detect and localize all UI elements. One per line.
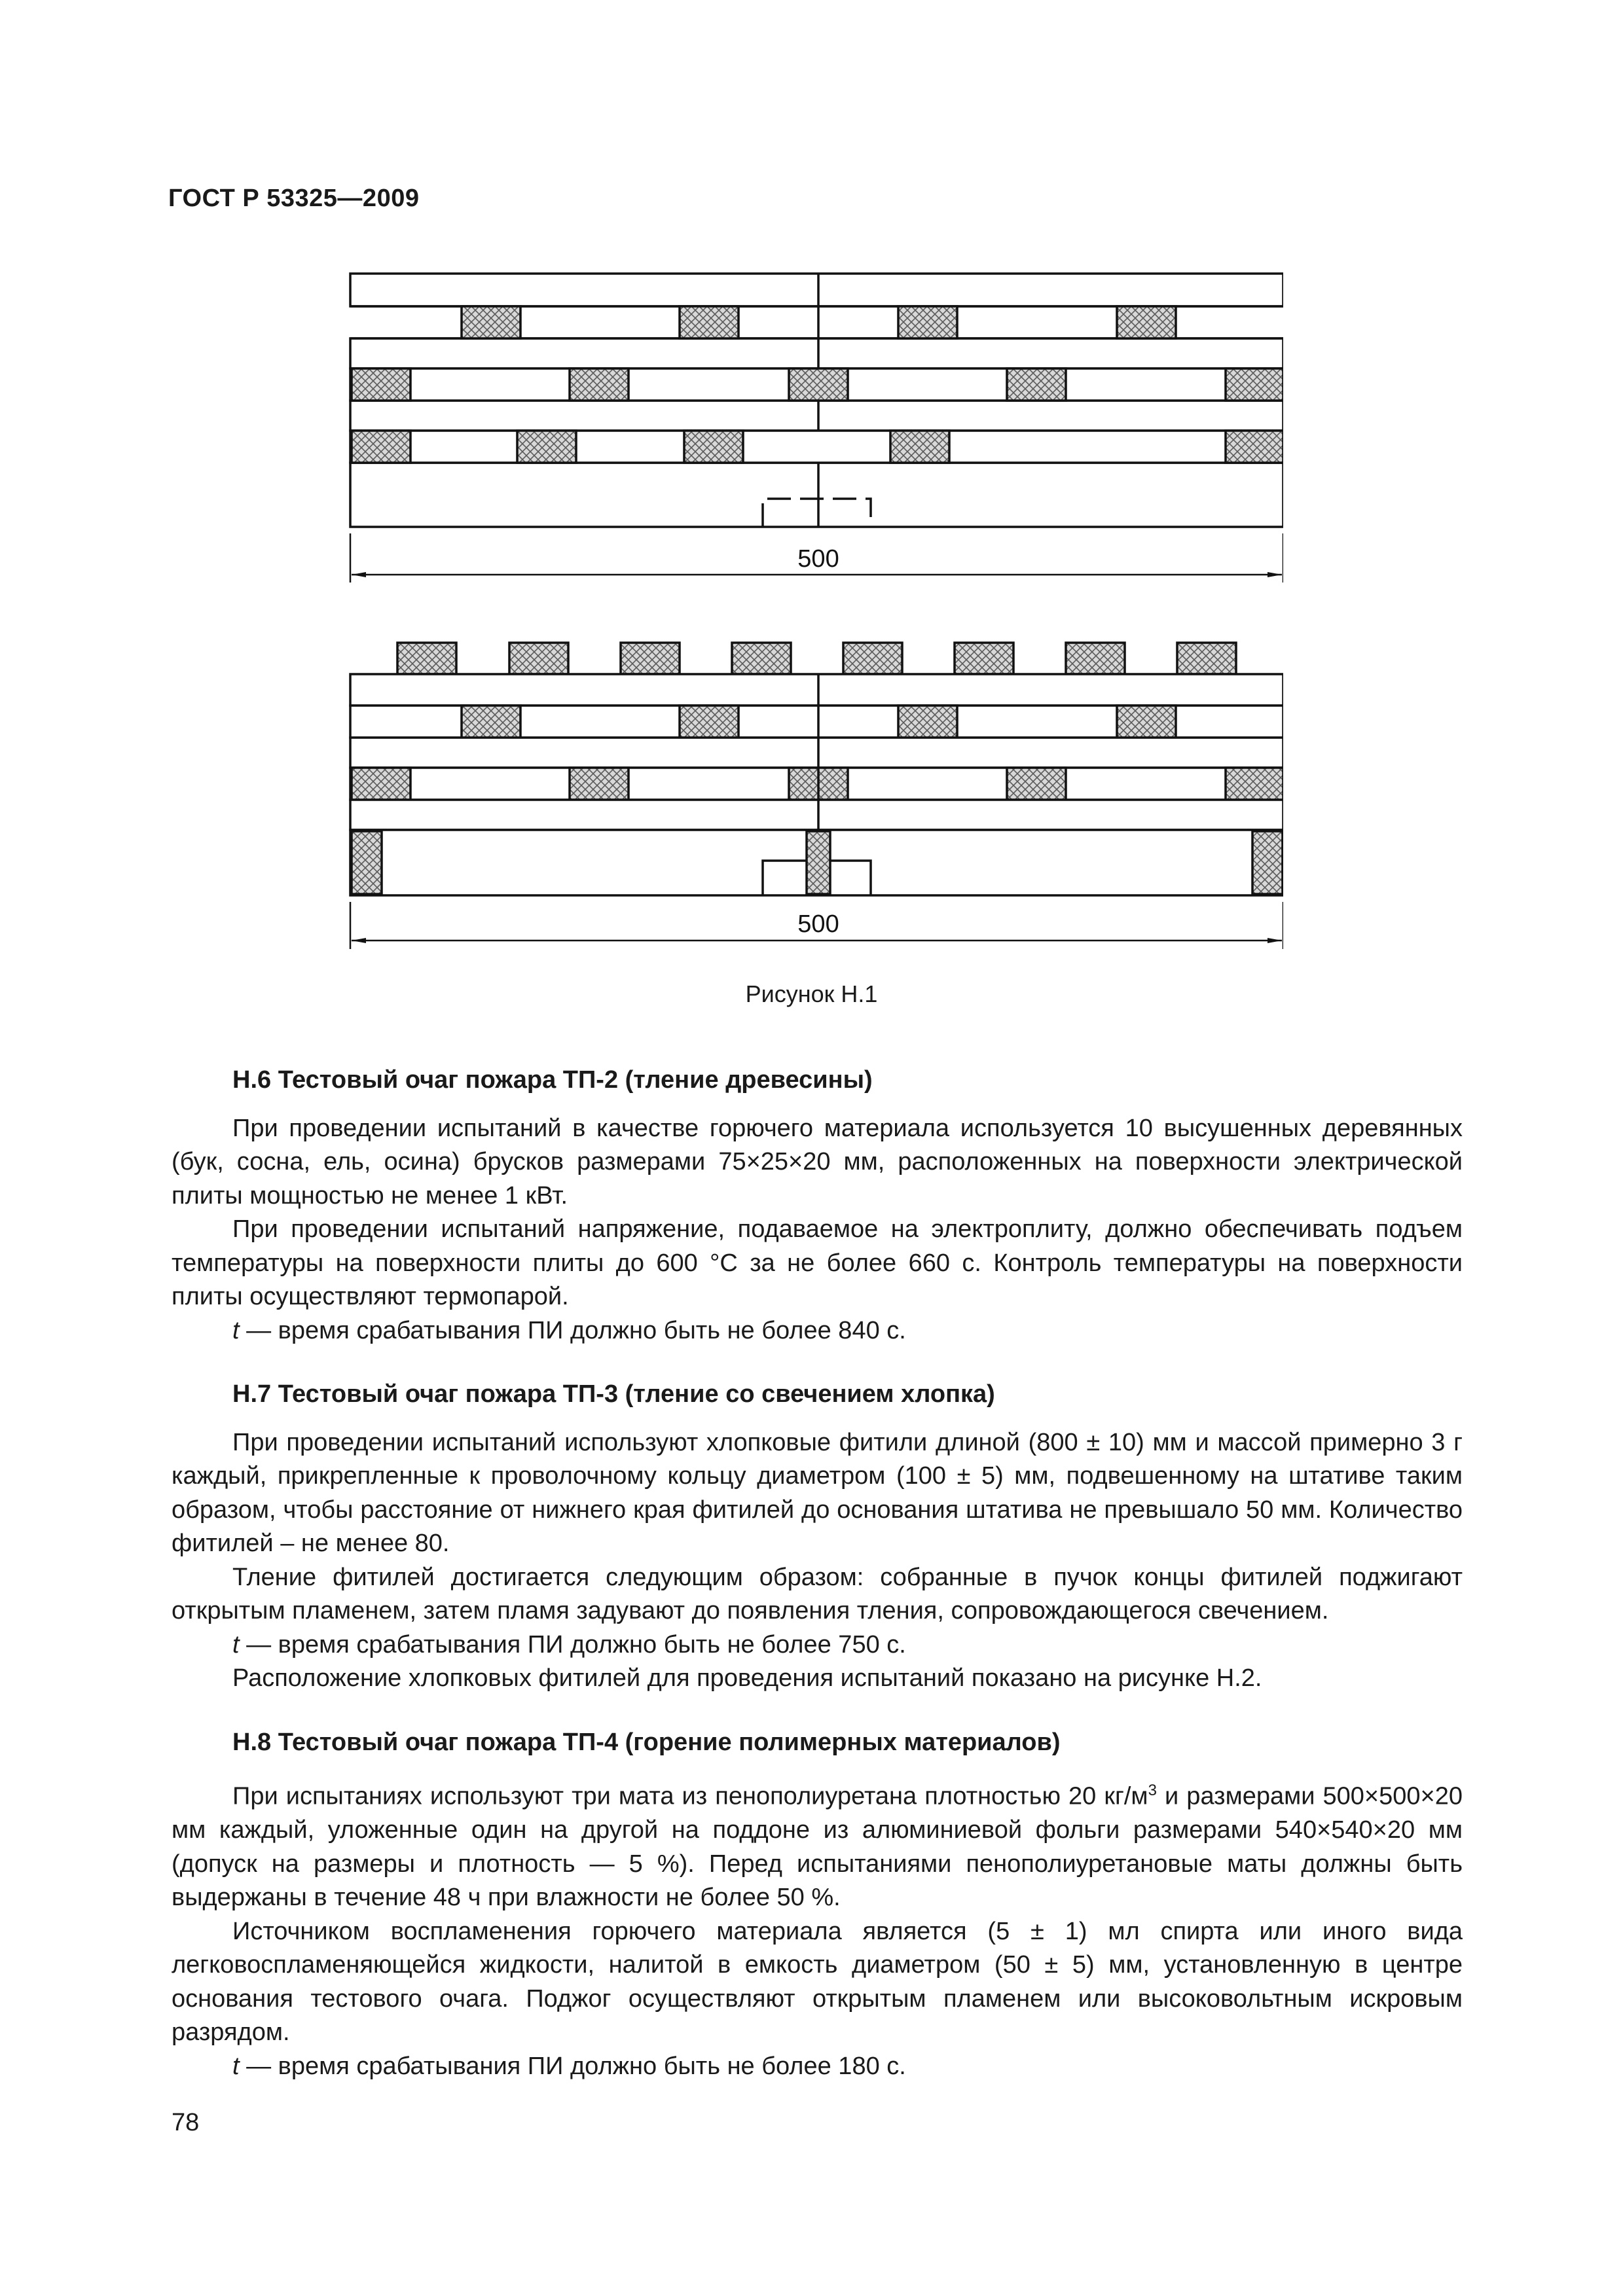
page-number: 78	[172, 2109, 200, 2136]
time-requirement	[172, 2050, 1463, 2084]
paragraph-text: При испытаниях используют три мата из пенополиуретана плотностью 20 кг/м	[232, 1782, 1148, 1810]
time-requirement	[172, 1314, 1463, 1348]
time-requirement	[172, 1628, 1463, 1662]
paragraph: Тление фитилей достигается следующим образом: собранные в пучок концы фитилей поджигают открытым пламенем, затем пламя задувают до появления тления, сопровождающегося свечением.	[172, 1563, 1463, 1624]
time-requirement-text: — время срабатывания ПИ должно быть не более 840 с.	[239, 1316, 906, 1344]
time-symbol: t	[232, 1316, 240, 1344]
top-view-drawing	[350, 274, 1283, 527]
paragraph: Расположение хлопковых фитилей для проведения испытаний показано на рисунке Н.2.	[232, 1664, 1262, 1692]
time-requirement-text: — время срабатывания ПИ должно быть не более 750 с.	[239, 1630, 906, 1659]
figure-caption: Рисунок Н.1	[745, 980, 878, 1007]
time-requirement-text: — время срабатывания ПИ должно быть не более 180 с.	[239, 2052, 906, 2080]
section-title-h8: Н.8 Тестовый очаг пожара ТП-4 (горение полимерных материалов)	[232, 1728, 1061, 1756]
section-title-h6: Н.6 Тестовый очаг пожара ТП-2 (тление древесины)	[232, 1066, 873, 1094]
document-body	[172, 1064, 1463, 2083]
paragraph: Источником воспламенения горючего материала является (5 ± 1) мл спирта или иного вида легковоспламеняющейся жидкости, налитой в емкость диаметром (50 ± 5) мм, установленную в центре основания тестового очага. Поджог осуществляют открытым пламенем или высоковольтным искровым разрядом.	[172, 1917, 1463, 2047]
paragraph	[172, 1774, 1463, 1915]
figure-h1-drawing	[340, 262, 1283, 969]
document-id-header: ГОСТ Р 53325—2009	[168, 185, 420, 212]
bottom-dimension-label: 500	[797, 910, 839, 938]
superscript: 3	[1148, 1782, 1157, 1799]
section-title-h7: Н.7 Тестовый очаг пожара ТП-3 (тление со свечением хлопка)	[232, 1380, 995, 1408]
side-view-drawing	[350, 643, 1283, 895]
paragraph: При проведении испытаний в качестве горючего материала используется 10 высушенных деревянных (бук, сосна, ель, осина) брусков размерами 75×25×20 мм, расположенных на поверхности электрической плиты мощностью не менее 1 кВт.	[172, 1114, 1463, 1210]
top-dimension-label: 500	[797, 545, 839, 573]
paragraph: При проведении испытаний напряжение, подаваемое на электроплиту, должно обеспечивать подъем температуры на поверхности плиты до 600 °С за не более 660 с. Контроль температуры на поверхности плиты осуществляют термопарой.	[172, 1215, 1463, 1310]
paragraph: При проведении испытаний используют хлопковые фитили длиной (800 ± 10) мм и массой примерно 3 г каждый, прикрепленные к проволочному кольцу диаметром (100 ± 5) мм, подвешенному на штативе таким образом, чтобы расстояние от нижнего края фитилей до основания штатива не превышало 50 мм. Количество фитилей – не менее 80.	[172, 1428, 1463, 1557]
paragraph-text: и размерами 500×500×20 мм каждый, уложенные один на другой на поддоне из алюминиевой фольги размерами 540×540×20 мм (допуск на размеры и плотность — 5 %). Перед испытаниями пенополиуретановые маты должны быть выдержаны в течение 48 ч при влажности не более 50 %.	[172, 1782, 1463, 1912]
time-symbol: t	[232, 1630, 240, 1659]
time-symbol: t	[232, 2052, 240, 2080]
